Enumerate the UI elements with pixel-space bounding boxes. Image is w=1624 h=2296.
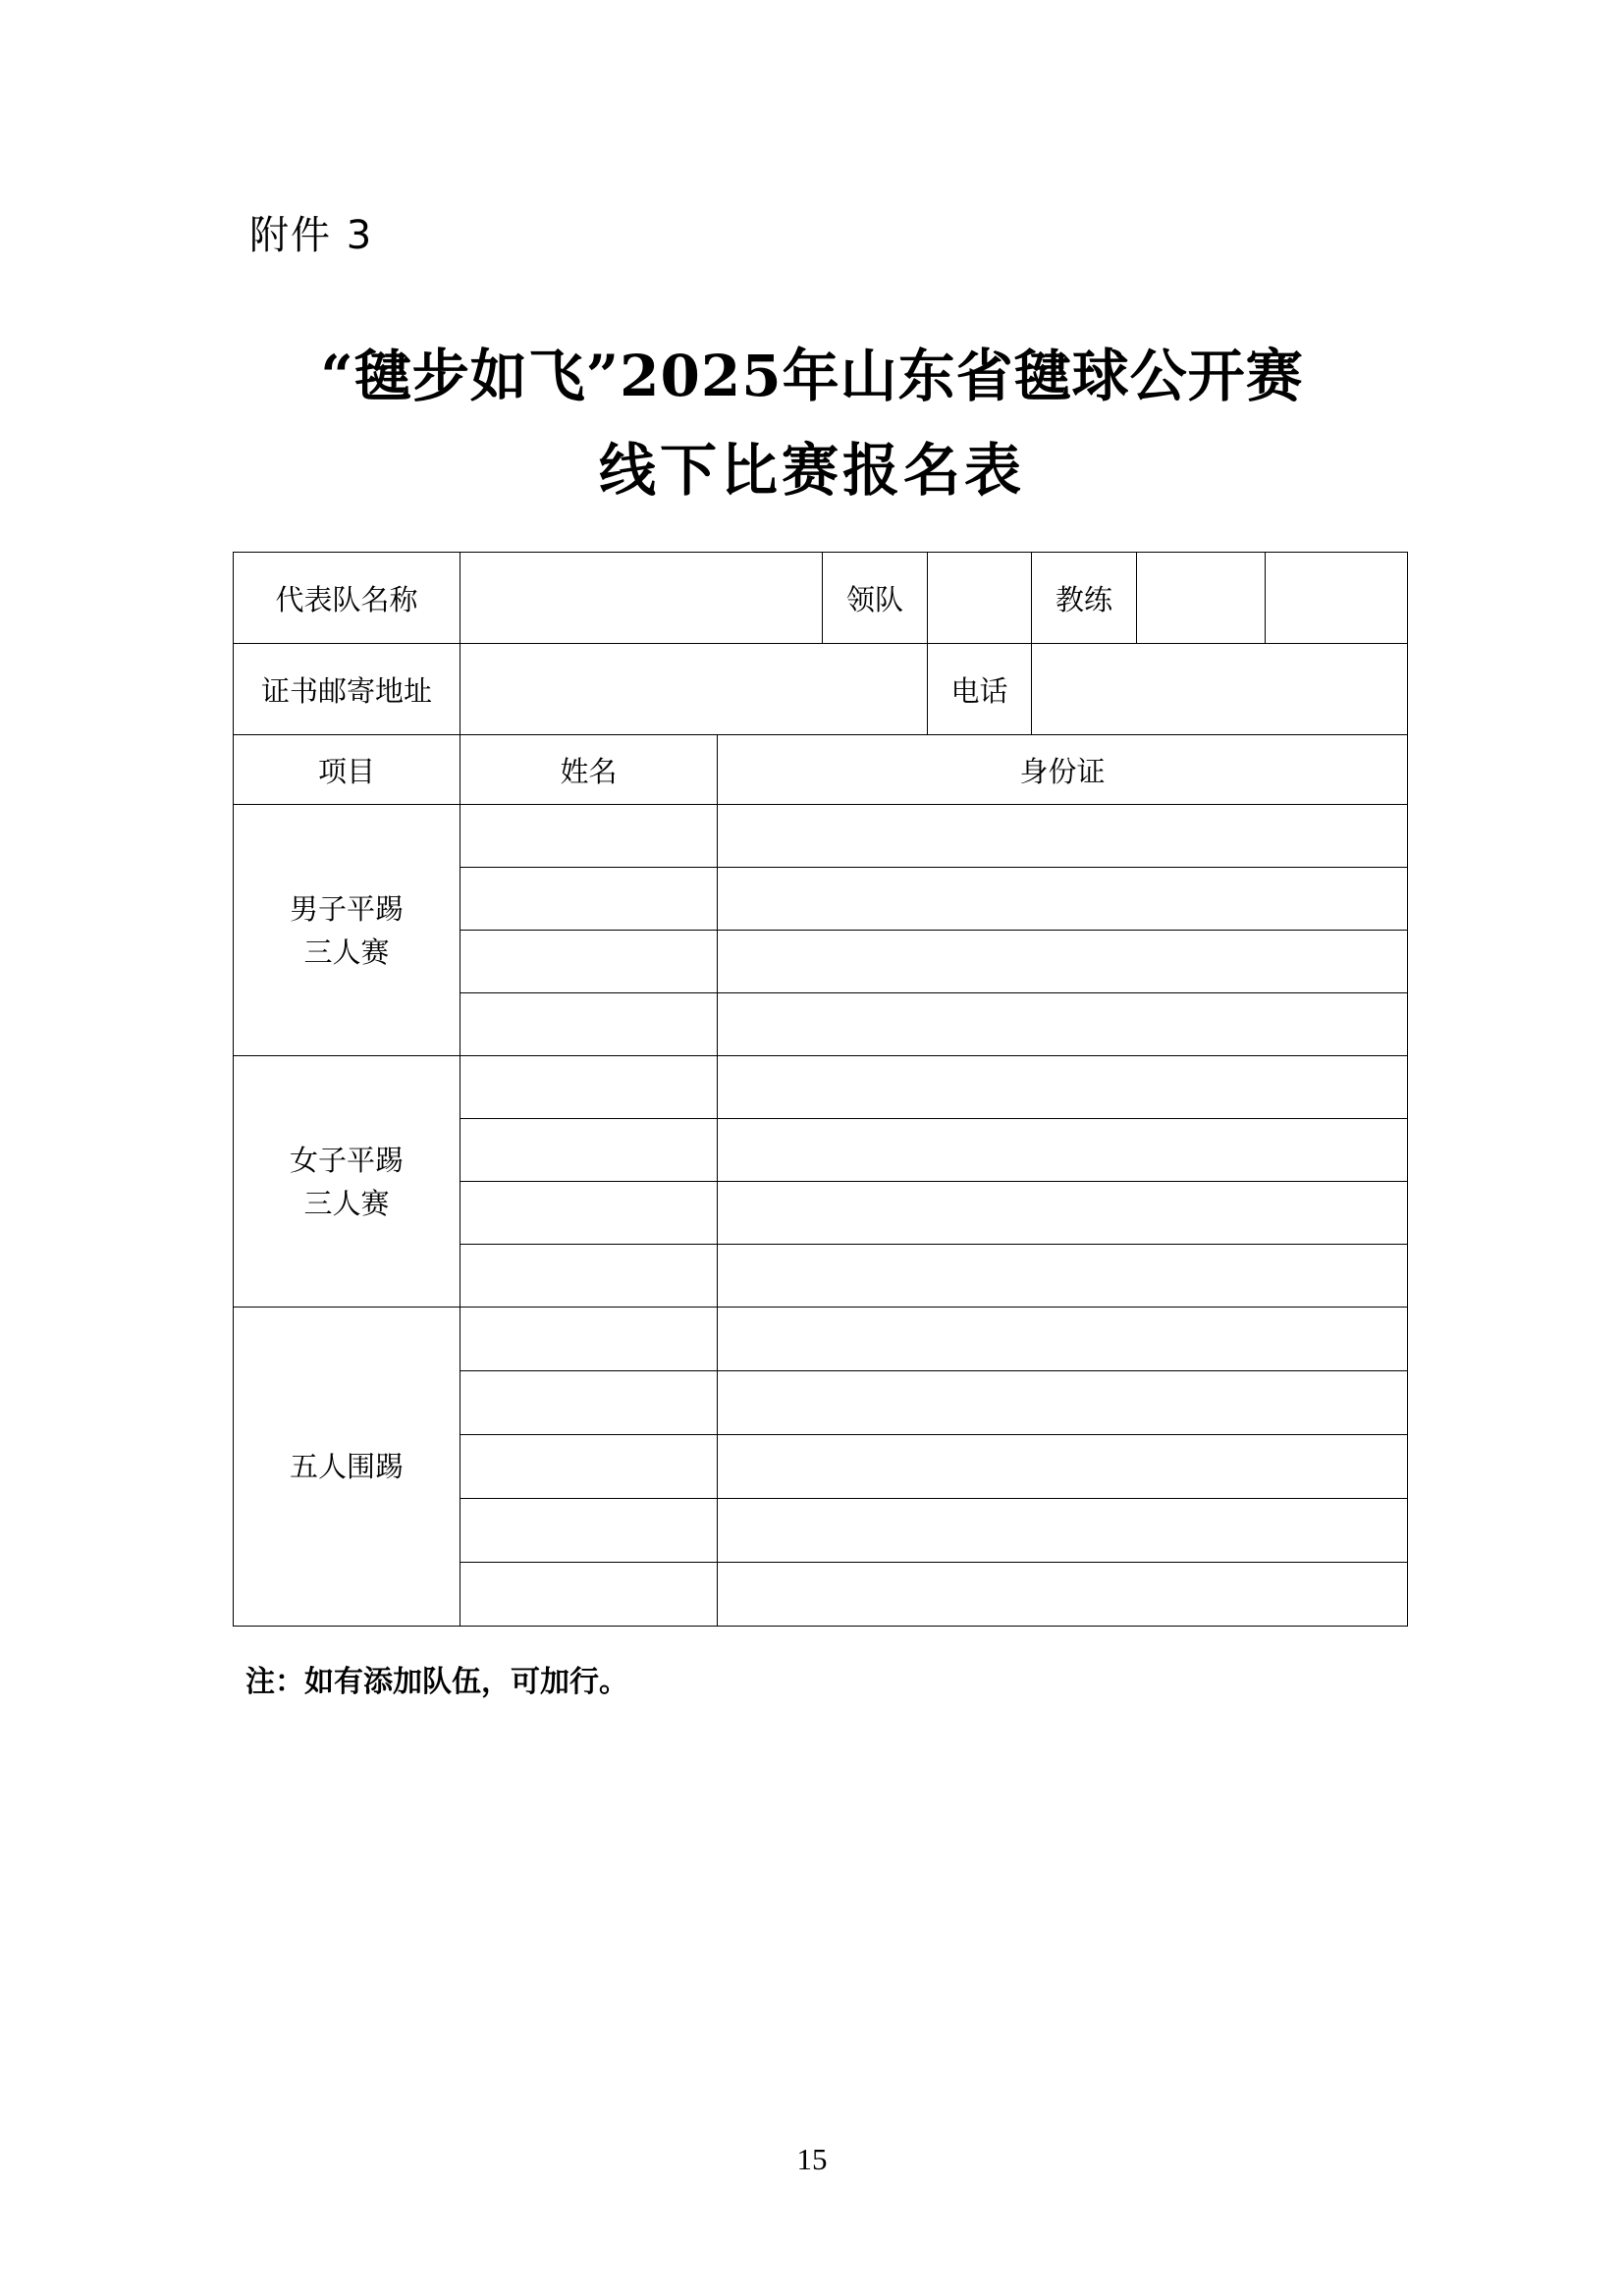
name-input-cell[interactable] — [460, 1308, 718, 1371]
table-row — [234, 1056, 1408, 1119]
id-input-cell[interactable] — [718, 1245, 1408, 1308]
id-input-cell[interactable] — [718, 805, 1408, 868]
registration-form-table — [233, 552, 1408, 1627]
table-row — [234, 1308, 1408, 1371]
name-input-cell[interactable] — [460, 805, 718, 868]
category-label: 三人赛 — [303, 1186, 390, 1220]
id-input-cell[interactable] — [718, 868, 1408, 931]
table-row — [234, 805, 1408, 868]
form-title-line2: 线下比赛报名表 — [598, 437, 1025, 504]
contact-info-row — [234, 644, 1408, 735]
coach-input-cell-2[interactable] — [1266, 553, 1408, 644]
name-input-cell[interactable] — [460, 1245, 718, 1308]
id-input-cell[interactable] — [718, 1056, 1408, 1119]
id-input-cell[interactable] — [718, 1119, 1408, 1182]
name-input-cell[interactable] — [460, 993, 718, 1056]
coach-label: 教练 — [1032, 553, 1137, 644]
leader-label: 领队 — [823, 553, 928, 644]
category-label: 男子平踢 — [289, 891, 404, 926]
name-input-cell[interactable] — [460, 1056, 718, 1119]
team-info-row — [234, 553, 1408, 644]
category-label: 五人围踢 — [289, 1450, 404, 1483]
form-title-line1: “毽步如飞”2025年山东省毽球公开赛 — [320, 343, 1304, 409]
id-input-cell[interactable] — [718, 993, 1408, 1056]
category-womens-triples — [234, 1056, 460, 1308]
phone-label: 电话 — [928, 644, 1032, 735]
id-input-cell[interactable] — [718, 1563, 1408, 1627]
name-input-cell[interactable] — [460, 931, 718, 993]
name-input-cell[interactable] — [460, 1499, 718, 1563]
category-five-person-circle — [234, 1308, 460, 1627]
team-name-input-cell[interactable] — [460, 553, 823, 644]
team-name-label: 代表队名称 — [234, 553, 460, 644]
address-input-cell[interactable] — [460, 644, 928, 735]
event-column-header: 项目 — [234, 735, 460, 805]
address-label: 证书邮寄地址 — [234, 644, 460, 735]
page-number: 15 — [796, 2142, 828, 2176]
attachment-label: 附件 3 — [249, 213, 374, 258]
footnote: 注：如有添加队伍，可加行。 — [245, 1665, 628, 1699]
name-input-cell[interactable] — [460, 868, 718, 931]
id-input-cell[interactable] — [718, 1435, 1408, 1499]
id-input-cell[interactable] — [718, 1371, 1408, 1435]
coach-input-cell-1[interactable] — [1137, 553, 1266, 644]
id-input-cell[interactable] — [718, 1182, 1408, 1245]
category-mens-triples — [234, 805, 460, 1056]
id-input-cell[interactable] — [718, 1308, 1408, 1371]
name-column-header: 姓名 — [460, 735, 718, 805]
leader-input-cell[interactable] — [928, 553, 1032, 644]
name-input-cell[interactable] — [460, 1371, 718, 1435]
id-column-header: 身份证 — [718, 735, 1408, 805]
column-header-row — [234, 735, 1408, 805]
id-input-cell[interactable] — [718, 1499, 1408, 1563]
id-input-cell[interactable] — [718, 931, 1408, 993]
category-label: 三人赛 — [303, 934, 390, 969]
name-input-cell[interactable] — [460, 1563, 718, 1627]
name-input-cell[interactable] — [460, 1119, 718, 1182]
name-input-cell[interactable] — [460, 1182, 718, 1245]
name-input-cell[interactable] — [460, 1435, 718, 1499]
category-label: 女子平踢 — [289, 1143, 404, 1177]
phone-input-cell[interactable] — [1032, 644, 1408, 735]
